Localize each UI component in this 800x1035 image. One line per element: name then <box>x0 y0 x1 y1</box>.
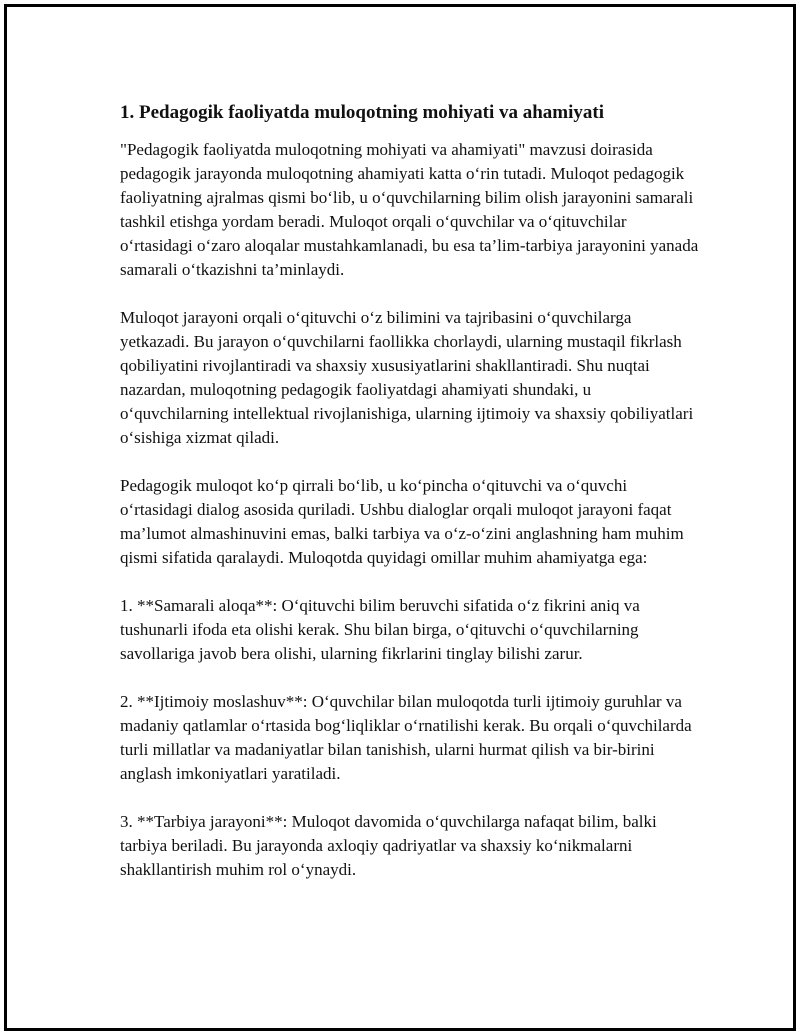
paragraph-process: Muloqot jarayoni orqali o‘qituvchi o‘z bilimini va tajribasini o‘quvchilarga yetkazadi. Bu jarayon o‘quvchilarni faollikka chorlaydi, ularning mustaqil fikrlash qobiliyatini rivojlantiradi va shaxsiy xususiyatlarini shakllantiradi. Shu nuqtai nazardan, muloqotning pedagogik faoliyatdagi ahamiyati shundaki, u o‘quvchilarning intellektual rivojlanishiga, ularning ijtimoiy va shaxsiy qobiliyatlari o‘sishiga xizmat qiladi. <box>120 308 694 447</box>
paragraph-dialog: Pedagogik muloqot ko‘p qirrali bo‘lib, u ko‘pincha o‘qituvchi va o‘quvchi o‘rtasidagi dialog asosida quriladi. Ushbu dialoglar orqali muloqot jarayoni faqat ma’lumot almashinuvini emas, balki tarbiya va o‘z-o‘zini anglashning ham muhim qismi sifatida qaralaydi. Muloqotda quyidagi omillar muhim ahamiyatga ega: <box>120 476 684 567</box>
list-item-social-adaptation: 2. **Ijtimoiy moslashuv**: O‘quvchilar bilan muloqotda turli ijtimoiy guruhlar va madaniy qatlamlar o‘rtasida bog‘liqliklar o‘rnatilishi kerak. Bu orqali o‘quvchilarda turli millatlar va madaniyatlar bilan tanishish, ularni hurmat qilish va bir-birini anglash imkoniyatlari yaratiladi. <box>120 692 692 783</box>
paragraph-intro: "Pedagogik faoliyatda muloqotning mohiyati va ahamiyati" mavzusi doirasida pedagogik jarayonda muloqotning ahamiyati katta o‘rin tutadi. Muloqot pedagogik faoliyatning ajralmas qismi bo‘lib, u o‘quvchilarning bilim olish jarayonini samarali tashkil etishga yordam beradi. Muloqot orqali o‘quvchilar va o‘qituvchilar o‘rtasidagi o‘zaro aloqalar mustahkamlanadi, bu esa ta’lim-tarbiya jarayonini yanada samarali o‘tkazishni ta’minlaydi. <box>120 140 699 279</box>
page-frame <box>4 4 796 1031</box>
document-body <box>120 98 700 906</box>
section-heading: 1. Pedagogik faoliyatda muloqotning mohiyati va ahamiyati <box>120 102 605 123</box>
list-item-upbringing-process: 3. **Tarbiya jarayoni**: Muloqot davomida o‘quvchilarga nafaqat bilim, balki tarbiya beriladi. Bu jarayonda axloqiy qadriyatlar va shaxsiy ko‘nikmalarni shakllantirish muhim rol o‘ynaydi. <box>120 812 657 879</box>
list-item-effective-communication: 1. **Samarali aloqa**: O‘qituvchi bilim beruvchi sifatida o‘z fikrini aniq va tushunarli ifoda eta olishi kerak. Shu bilan birga, o‘qituvchi o‘quvchilarning savollariga javob bera olishi, ularning fikrlarini tinglay bilishi zarur. <box>120 596 640 663</box>
